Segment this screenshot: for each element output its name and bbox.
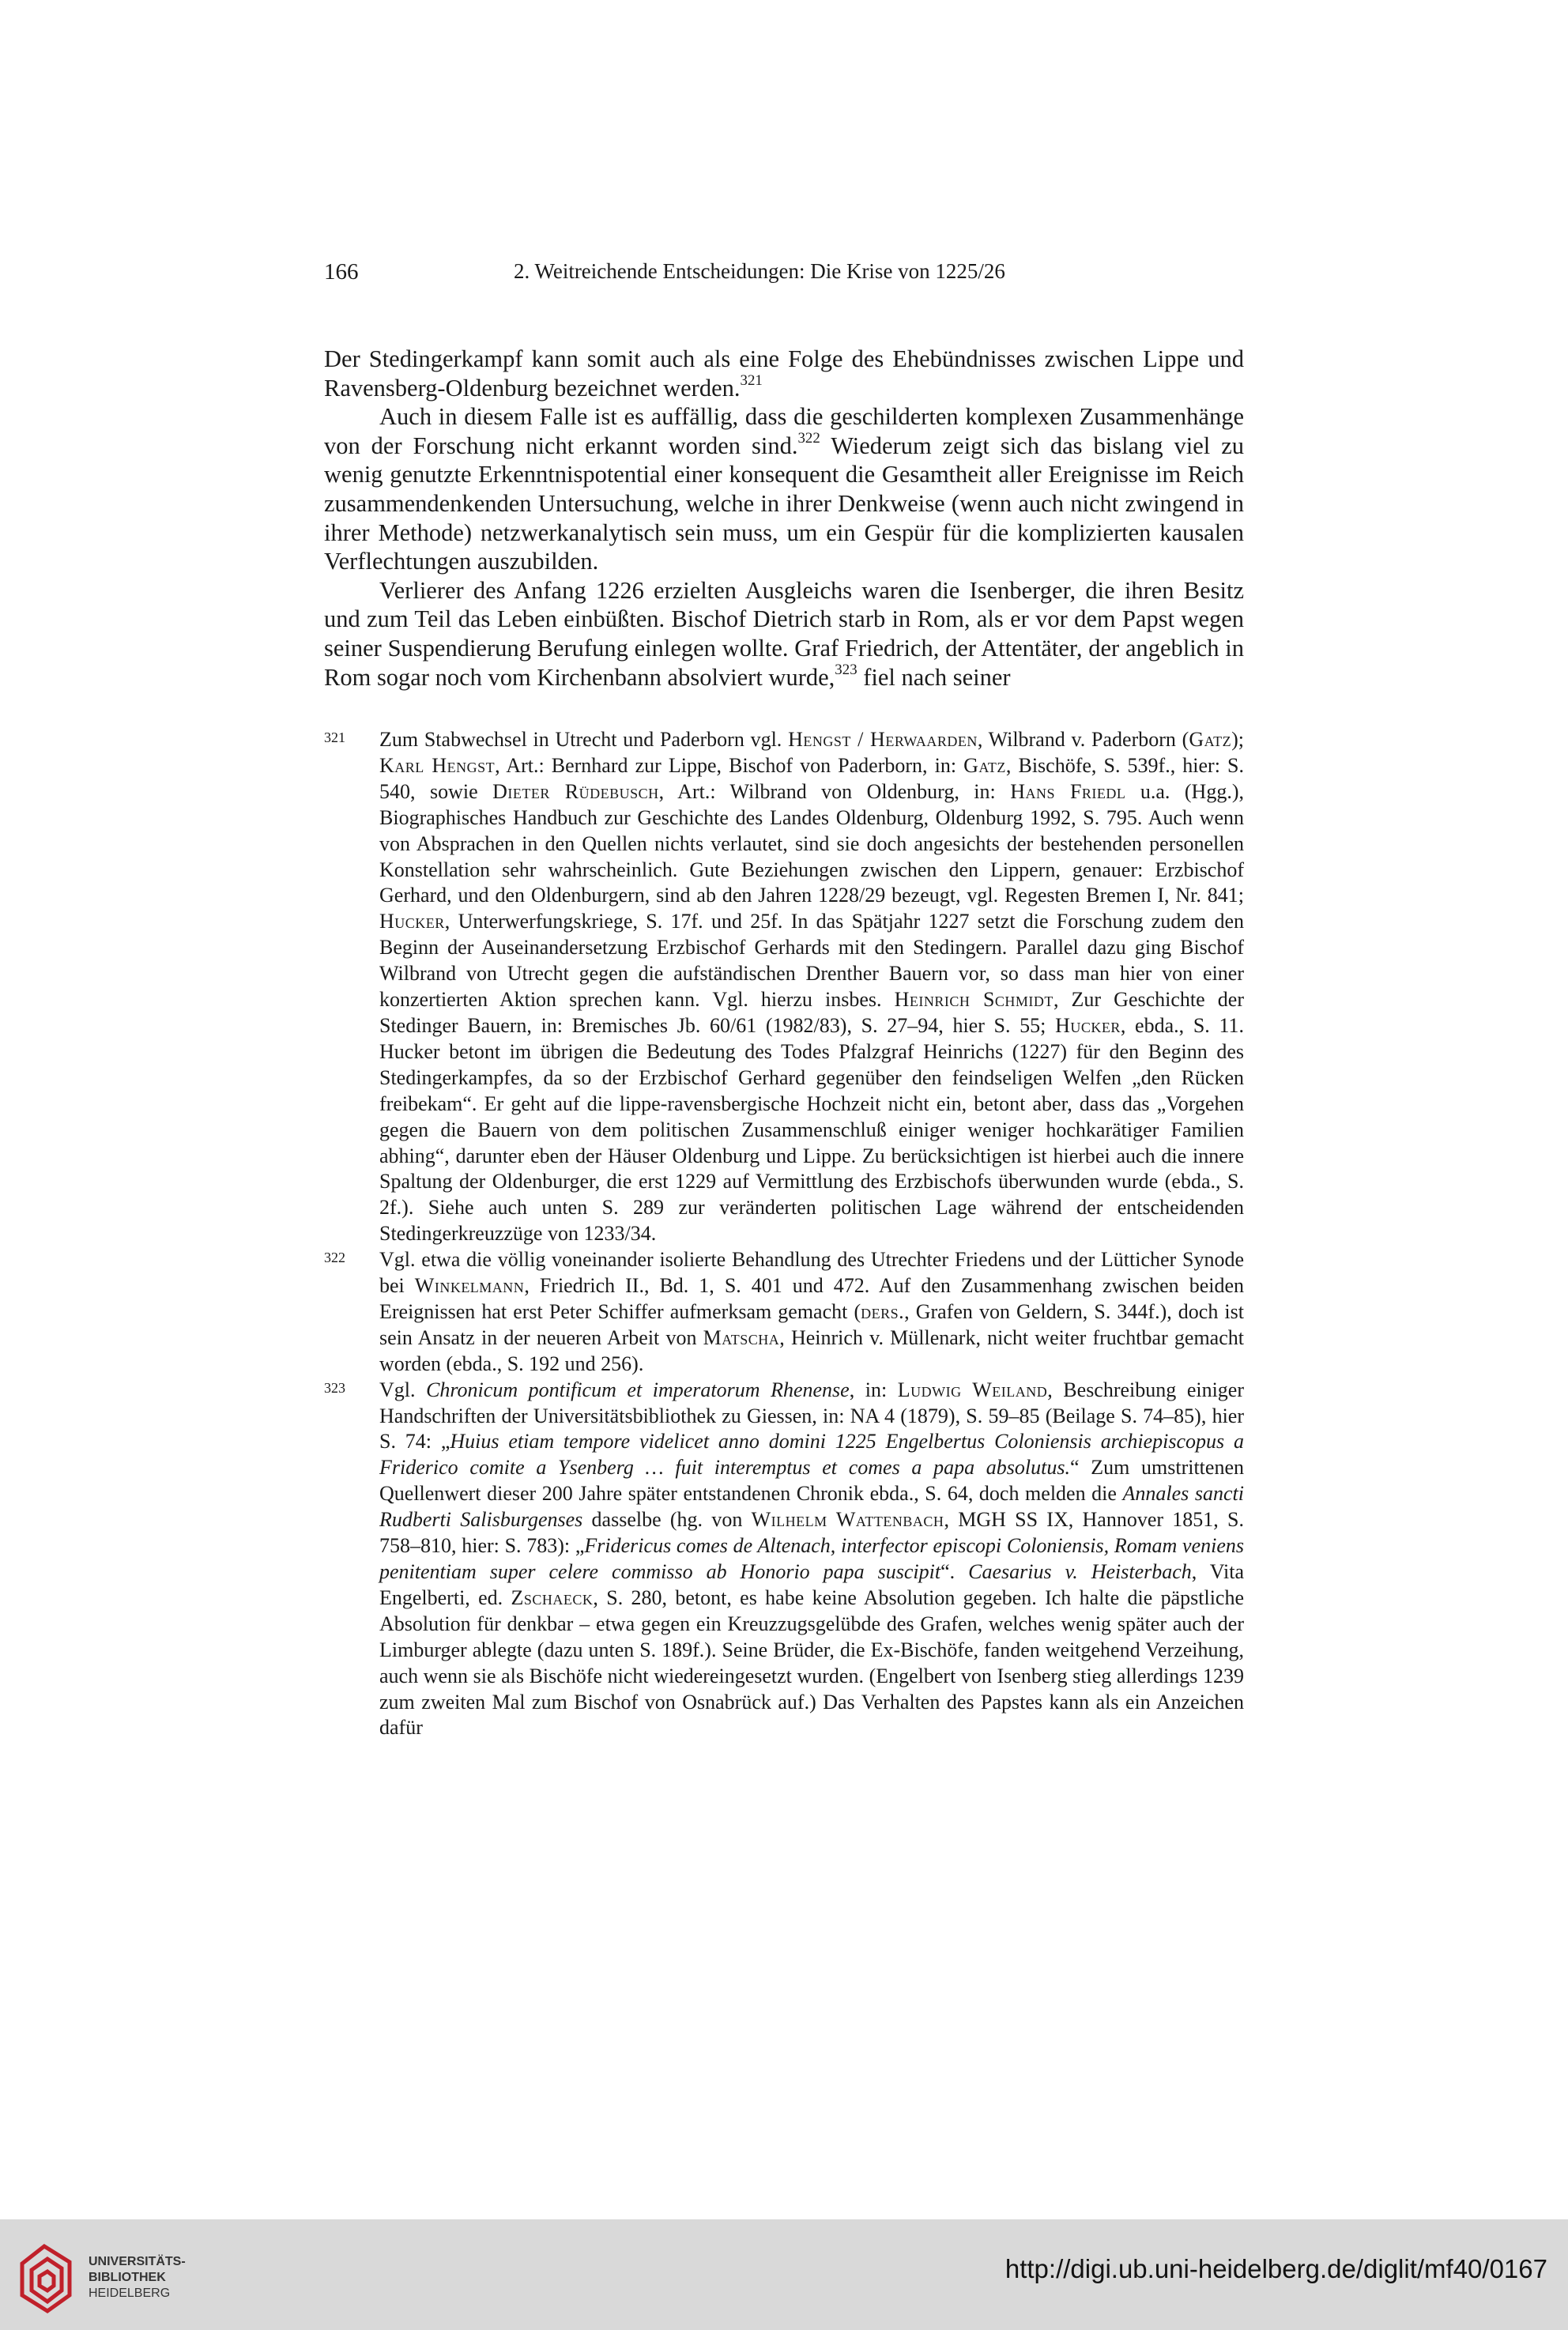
footnote-text: , Heinrich v. Müllenark, nicht weiter fruchtbar gemacht worden (ebda., S. 192 und 256).	[379, 1325, 1244, 1375]
footnote-text: , Art.: Wilbrand von Oldenburg, in:	[658, 779, 1011, 803]
footnote-text: , Bischöfe, S. 539f., hier: S. 540, sowie	[379, 753, 1244, 803]
footnote-ref-323[interactable]: 323	[835, 661, 858, 678]
logo-line-2: BIBLIOTHEK	[89, 2271, 166, 2284]
paragraph-text: fiel nach seiner	[857, 663, 1011, 691]
footnote-text: , Grafen von Geldern, S. 344f.), doch ist sein Ansatz in der neueren Arbeit von	[379, 1299, 1244, 1349]
page-number: 166	[324, 259, 359, 285]
author-name: Gatz	[1189, 728, 1232, 751]
footnote-text: , Unterwerfungskriege, S. 17f. und 25f. In das Spätjahr 1227 setzt die Forschung zudem den Beginn der Auseinandersetzung Erzbischof Gerhards mit den Stedingern. Parallel dazu ging Bischof Wilbrand von Utrecht gegen die aufständischen Drenther Bauern vor, so dass man hier von einer konzertierten Aktion sprechen kann. Vgl. hierzu insbes.	[379, 910, 1244, 1012]
footnote-text: , in:	[849, 1378, 898, 1401]
footnote-text: “ Zum umstrittenen Quellenwert dieser 200 Jahre später entstandenen Chronik ebda., S. 64, doch melden die	[379, 1456, 1244, 1506]
author-name: Dieter Rüdebusch	[492, 779, 659, 803]
author-name: Karl Hengst	[379, 753, 496, 777]
source-title: Chronicum pontificum et imperatorum Rhenense	[426, 1378, 850, 1401]
footnote-text: Vgl. etwa die völlig voneinander isolierte Behandlung des Utrechter Friedens und der Lütticher Synode bei	[379, 1248, 1244, 1298]
footer-bar	[0, 2219, 1568, 2330]
latin-quote: Huius etiam tempore videlicet anno domini 1225 Engelbertus Coloniensis archiepiscopus a Friderico comite a Ysenberg … fuit interemptus et comes a papa absolutus.	[379, 1430, 1244, 1480]
footnote-323	[324, 1378, 1244, 1742]
paragraph-text: Auch in diesem Falle ist es auffällig, dass die geschilderten komplexen Zusammenhänge von der Forschung nicht erkannt worden sind.	[324, 403, 1244, 459]
footnote-322	[324, 1247, 1244, 1378]
author-name: Ludwig Weiland	[897, 1378, 1048, 1401]
logo-line-1: UNIVERSITÄTS-	[89, 2255, 186, 2268]
footnote-ref-321[interactable]: 321	[740, 371, 763, 389]
author-name: ders.	[861, 1299, 905, 1323]
footnote-text: , ebda., S. 11. Hucker betont im übrigen die Bedeutung des Todes Pfalzgraf Heinrichs (1227) für den Beginn des Stedingerkampfes, da so der Erzbischof Gerhard gegenüber den feindseligen Welfen „den Rücken freibekam“. Er geht auf die lippe-ravensbergische Hochzeit nicht ein, betont aber, dass das „Vorgehen gegen die Bauern von dem politischen Zusammenschluß einiger weniger hochkarätiger Familien abhing“, darunter eben der Häuser Oldenburg und Lippe. Zu berücksichtigen ist hierbei auch die innere Spaltung der Oldenburger, die erst 1229 auf Vermittlung des Erzbischofs überwunden wurde (ebda., S. 2f.). Siehe auch unten S. 289 zur veränderten politischen Lage während der entscheidenden Stedingerkreuzzüge von 1233/34.	[379, 1013, 1244, 1246]
author-name: Hengst / Herwaarden	[788, 728, 978, 751]
author-name: Wilhelm Wattenbach	[751, 1508, 944, 1532]
main-text	[324, 345, 1244, 692]
paragraph-text: Der Stedingerkampf kann somit auch als eine Folge des Ehebündnisses zwischen Lippe und Ravensberg-Oldenburg bezeichnet werden.	[324, 345, 1244, 402]
running-title: 2. Weitreichende Entscheidungen: Die Krise von 1225/26	[514, 259, 1005, 283]
footnote-text: , MGH SS IX, Hannover 1851, S. 758–810, hier: S. 783): „	[379, 1508, 1245, 1558]
footnote-number: 321	[324, 730, 345, 745]
footnote-text: , Wilbrand v. Paderborn (	[977, 728, 1189, 751]
author-name: Winkelmann	[414, 1274, 525, 1298]
latin-quote: Fridericus comes de Altenach, interfector episcopi Coloniensis, Romam veniens penitentiam super celere commisso ab Honorio papa suscipit	[379, 1534, 1244, 1583]
logo-line-3: HEIDELBERG	[89, 2287, 171, 2300]
page-header	[324, 259, 1244, 291]
paragraph-3	[324, 576, 1244, 692]
library-logo-icon	[16, 2240, 76, 2316]
paragraph-2	[324, 402, 1244, 576]
footnote-321	[324, 727, 1244, 1247]
author-name: Matscha	[703, 1325, 780, 1349]
library-logo-text	[89, 2254, 186, 2302]
footnotes	[324, 727, 1244, 1741]
source-url[interactable]: http://digi.ub.uni-heidelberg.de/diglit/mf40/0167	[1004, 2254, 1547, 2283]
footnote-text: dasselbe (hg. von	[582, 1508, 752, 1532]
paragraph-text: Wiederum zeigt sich das bislang viel zu wenig genutzte Erkenntnispotential einer konsequent die Gesamtheit aller Ereignisse im Reich zusammendenkenden Untersuchung, welche in ihrer Denkweise (wenn auch nicht zwingend in ihrer Methode) netzwerkanalytisch sein muss, um ein Gespür für die komplizierten kausalen Verflechtungen auszubilden.	[324, 432, 1244, 575]
author-name: Zschaeck	[511, 1585, 594, 1609]
footnote-text: u.a. (Hgg.), Biographisches Handbuch zur Geschichte des Landes Oldenburg, Oldenburg 1992, S. 795. Auch wenn von Absprachen in den Quellen nichts verlautet, sind sie doch angesichts der bestehenden personellen Konstellation sehr wahrscheinlich. Gute Beziehungen zwischen den Lippern, genauer: Erzbischof Gerhard, und den Oldenburgern, sind ab den Jahren 1228/29 bezeugt, vgl. Regesten Bremen I, Nr. 841;	[379, 779, 1244, 907]
paragraph-1	[324, 345, 1244, 402]
paragraph-text: Verlierer des Anfang 1226 erzielten Ausgleichs waren die Isenberger, die ihren Besitz und zum Teil das Leben einbüßten. Bischof Dietrich starb in Rom, als er vor dem Papst wegen seiner Suspendierung Berufung einlegen wollte. Graf Friedrich, der Attentäter, der angeblich in Rom sogar noch vom Kirchenbann absolviert wurde,	[324, 576, 1244, 691]
author-name: Gatz	[963, 753, 1006, 777]
author-name: Heinrich Schmidt	[894, 988, 1054, 1012]
footnote-text: , Beschreibung einiger Handschriften der Universitätsbibliothek zu Giessen, in: NA 4 (1879), S. 59–85 (Beilage S. 74–85), hier S. 74: „	[379, 1378, 1245, 1453]
author-name: Hucker	[1055, 1013, 1121, 1037]
footnote-text: , S. 280, betont, es habe keine Absolution gegeben. Ich halte die päpstliche Absolution für denkbar – etwa gegen ein Kreuzzugsgelübde des Grafen, welches wenig später auch der Limburger ablegte (dazu unten S. 189f.). Seine Brüder, die Ex-Bischöfe, fanden weitgehend Verzeihung, auch wenn sie als Bischöfe nicht wiedereingesetzt wurden. (Engelbert von Isenberg stieg allerdings 1239 zum zweiten Mal zum Bischof von Osnabrück auf.) Das Verhalten des Papstes kann als ein Anzeichen dafür	[379, 1585, 1244, 1740]
footnote-text: , Friedrich II., Bd. 1, S. 401 und 472. Auf den Zusammenhang zwischen beiden Ereignissen hat erst Peter Schiffer aufmerksam gemacht (	[379, 1274, 1244, 1323]
footnote-text: , Zur Geschichte der Stedinger Bauern, in: Bremisches Jb. 60/61 (1982/83), S. 27–94, hier S. 55;	[379, 988, 1244, 1037]
author-name: Hucker	[379, 910, 445, 933]
author-name: Hans Friedl	[1010, 779, 1126, 803]
footnote-text: Zum Stabwechsel in Utrecht und Paderborn vgl.	[379, 728, 789, 751]
footnote-text: , Vita Engelberti, ed.	[379, 1560, 1245, 1609]
footnote-text: “.	[940, 1560, 969, 1583]
footnote-text: , Art.: Bernhard zur Lippe, Bischof von Paderborn, in:	[495, 753, 964, 777]
footnote-text: );	[1231, 728, 1244, 751]
footnote-number: 322	[324, 1250, 345, 1266]
library-logo[interactable]	[16, 2232, 190, 2319]
source-title: Caesarius v. Heisterbach	[968, 1560, 1192, 1583]
footnote-text: Vgl.	[379, 1378, 427, 1401]
footnote-number: 323	[324, 1379, 345, 1396]
source-title: Annales sancti Rudberti Salisburgenses	[379, 1482, 1244, 1532]
footnote-ref-322[interactable]: 322	[797, 429, 820, 447]
